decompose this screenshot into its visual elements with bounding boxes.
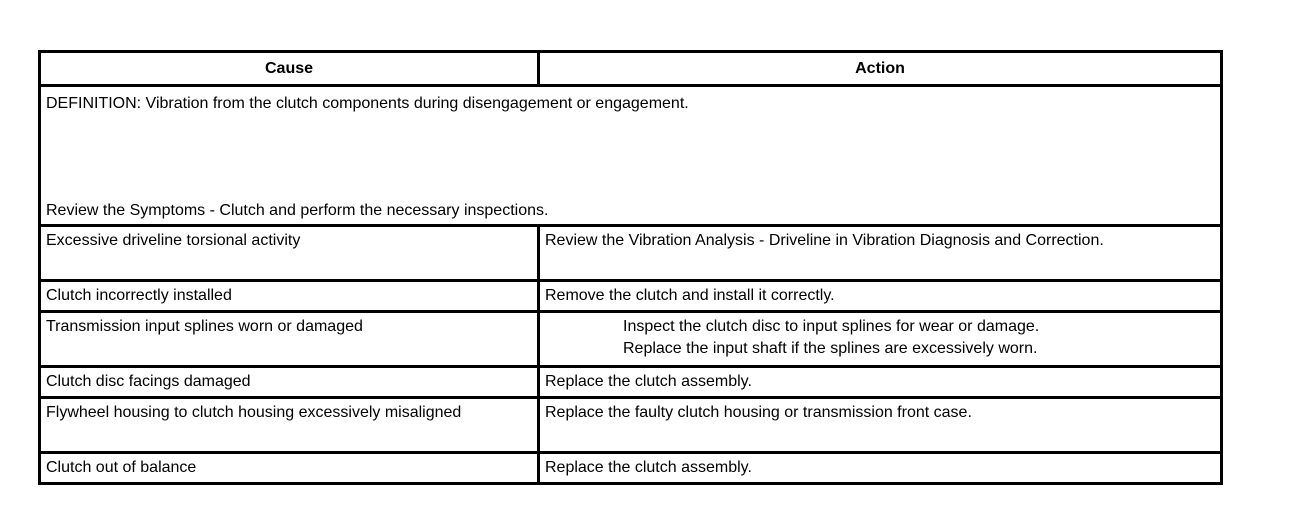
definition-text: DEFINITION: Vibration from the clutch components during disengagement or engagement. bbox=[46, 95, 689, 112]
action-cell: Replace the faulty clutch housing or transmission front case. bbox=[539, 398, 1222, 453]
action-line: Replace the input shaft if the splines are excessively worn. bbox=[623, 340, 1038, 357]
action-cell: Review the Vibration Analysis - Driveline in Vibration Diagnosis and Correction. bbox=[539, 226, 1222, 281]
definition-row bbox=[40, 86, 1222, 226]
action-cell: Replace the clutch assembly. bbox=[539, 367, 1222, 398]
table-row bbox=[40, 398, 1222, 453]
table-row bbox=[40, 367, 1222, 398]
header-row bbox=[40, 52, 1222, 86]
action-cell bbox=[539, 312, 1222, 367]
table-row bbox=[40, 312, 1222, 367]
cause-cell: Excessive driveline torsional activity bbox=[40, 226, 539, 281]
cause-header: Cause bbox=[40, 52, 539, 86]
cause-cell: Flywheel housing to clutch housing excessively misaligned bbox=[40, 398, 539, 453]
review-symptoms-note: Review the Symptoms - Clutch and perform the necessary inspections. bbox=[46, 202, 549, 219]
table-row bbox=[40, 226, 1222, 281]
cause-cell: Clutch incorrectly installed bbox=[40, 281, 539, 312]
table-row bbox=[40, 281, 1222, 312]
action-cell: Remove the clutch and install it correctly. bbox=[539, 281, 1222, 312]
action-header: Action bbox=[539, 52, 1222, 86]
cause-cell: Clutch disc facings damaged bbox=[40, 367, 539, 398]
action-cell: Replace the clutch assembly. bbox=[539, 453, 1222, 484]
definition-cell bbox=[40, 86, 1222, 226]
diagnosis-table bbox=[38, 50, 1223, 485]
action-line: Inspect the clutch disc to input splines for wear or damage. bbox=[623, 318, 1040, 335]
cause-cell: Transmission input splines worn or damaged bbox=[40, 312, 539, 367]
cause-cell: Clutch out of balance bbox=[40, 453, 539, 484]
table-row bbox=[40, 453, 1222, 484]
